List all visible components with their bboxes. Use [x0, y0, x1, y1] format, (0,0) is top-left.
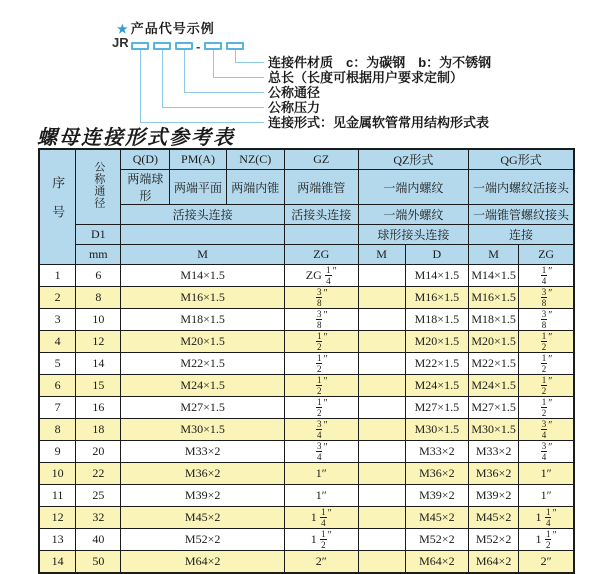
header-type-pma: 两端平面	[170, 170, 226, 205]
header-blank-gz	[284, 225, 358, 245]
cell-mm: 18	[76, 419, 121, 441]
cell-qz-d: M20×1.5	[405, 331, 468, 353]
cell-gz-zg: $\frac{3}{8}$ ″	[284, 309, 358, 331]
cell-qz-m	[358, 331, 405, 353]
header-conn-union: 活接头连接	[121, 205, 285, 225]
cell-mm: 25	[76, 485, 121, 507]
label-total-length: 总长（长度可根据用户要求定制）	[268, 70, 464, 85]
cell-mm: 8	[76, 287, 121, 309]
cell-seq: 11	[39, 485, 76, 507]
cell-qg-zg: 1″	[519, 485, 574, 507]
cell-qz-m	[358, 375, 405, 397]
cell-gz-zg: $\frac{1}{2}$ ″	[284, 331, 358, 353]
header-group-pma: PM(A)	[170, 149, 226, 170]
cell-qz-d: M22×1.5	[405, 353, 468, 375]
header-group-nzc: NZ(C)	[226, 149, 284, 170]
cell-mm: 12	[76, 331, 121, 353]
code-dash: -	[196, 39, 201, 54]
cell-seq: 12	[39, 507, 76, 529]
header-conn-qz: 一端外螺纹	[358, 205, 468, 225]
cell-qz-d: M52×2	[405, 529, 468, 551]
cell-m-thread: M27×1.5	[121, 397, 285, 419]
cell-gz-zg: $\frac{1}{2}$ ″	[284, 353, 358, 375]
connector-line-1	[140, 50, 141, 123]
cell-qg-zg: $\frac{3}{4}$ ″	[519, 441, 574, 463]
code-box-3	[175, 42, 193, 50]
cell-mm: 14	[76, 353, 121, 375]
table-row	[39, 419, 574, 441]
table-header	[39, 149, 574, 265]
header-unit-qz-d: D	[405, 245, 468, 265]
cell-m-thread: M20×1.5	[121, 331, 285, 353]
cell-mm: 32	[76, 507, 121, 529]
cell-seq: 9	[39, 441, 76, 463]
cell-m-thread: M33×2	[121, 441, 285, 463]
diagram-title	[117, 18, 215, 37]
cell-qg-m: M52×2	[469, 529, 519, 551]
cell-mm: 22	[76, 463, 121, 485]
label-nominal-pressure: 公称压力	[268, 100, 321, 115]
cell-qg-m: M14×1.5	[469, 265, 519, 287]
connector-line-4	[213, 50, 214, 78]
code-box-2	[153, 42, 171, 50]
header-row-5	[39, 245, 574, 265]
cell-qg-zg: $\frac{3}{4}$ ″	[519, 419, 574, 441]
code-box-4	[204, 42, 222, 50]
connector-line-3	[184, 50, 185, 93]
table-row	[39, 485, 574, 507]
table-row	[39, 507, 574, 529]
header-unit-qz-m: M	[358, 245, 405, 265]
cell-qg-zg: $\frac{1}{4}$ ″	[519, 265, 574, 287]
cell-qg-zg: 2″	[519, 551, 574, 574]
header-group-gz: GZ	[284, 149, 358, 170]
cell-m-thread: M52×2	[121, 529, 285, 551]
header-conn-gz: 活接头连接	[284, 205, 358, 225]
cell-seq: 4	[39, 331, 76, 353]
header-group-qg: QG形式	[469, 149, 574, 170]
cell-seq: 14	[39, 551, 76, 574]
header-d1: D1	[76, 225, 121, 245]
cell-qz-m	[358, 353, 405, 375]
cell-qg-zg: $\frac{1}{2}$ ″	[519, 353, 574, 375]
header-unit-qg-m: M	[469, 245, 519, 265]
table-row	[39, 309, 574, 331]
cell-m-thread: M18×1.5	[121, 309, 285, 331]
cell-gz-zg: 1″	[284, 485, 358, 507]
connector-line-2	[162, 50, 163, 108]
cell-gz-zg: ZG $\frac{1}{4}$ ″	[284, 265, 358, 287]
header-conn-qg: 一端锥管螺纹接头	[469, 205, 574, 225]
cell-seq: 6	[39, 375, 76, 397]
cell-qz-d: M39×2	[405, 485, 468, 507]
cell-qz-m	[358, 287, 405, 309]
cell-mm: 6	[76, 265, 121, 287]
cell-qz-m	[358, 397, 405, 419]
cell-m-thread: M22×1.5	[121, 353, 285, 375]
header-type-gz: 两端锥管	[284, 170, 358, 205]
cell-qz-d: M24×1.5	[405, 375, 468, 397]
header-unit-qg-zg: ZG	[519, 245, 574, 265]
header-row-4	[39, 225, 574, 245]
cell-qg-m: M20×1.5	[469, 331, 519, 353]
cell-qz-m	[358, 551, 405, 574]
cell-gz-zg: $\frac{1}{2}$ ″	[284, 397, 358, 419]
table-row	[39, 375, 574, 397]
cell-qg-m: M36×2	[469, 463, 519, 485]
cell-qg-zg: 1 $\frac{1}{2}$ ″	[519, 529, 574, 551]
cell-qz-m	[358, 529, 405, 551]
cell-m-thread: M39×2	[121, 485, 285, 507]
cell-qg-m: M24×1.5	[469, 375, 519, 397]
header-blank-left	[121, 225, 285, 245]
nut-connection-table	[38, 148, 575, 574]
cell-gz-zg: 2″	[284, 551, 358, 574]
header-unit-zg: ZG	[284, 245, 358, 265]
code-box-5	[226, 42, 244, 50]
diagram-title-text: 产品代号示例	[130, 21, 215, 36]
cell-mm: 20	[76, 441, 121, 463]
cell-m-thread: M16×1.5	[121, 287, 285, 309]
cell-m-thread: M14×1.5	[121, 265, 285, 287]
table-row	[39, 397, 574, 419]
table-body	[39, 265, 574, 574]
header-group-qd: Q(D)	[121, 149, 170, 170]
connector-hline-3	[184, 92, 264, 93]
label-material: 连接件材质 c：为碳钢 b：为不锈钢	[268, 55, 492, 70]
table-row	[39, 287, 574, 309]
label-connection-form: 连接形式：见金属软管常用结构形式表	[268, 115, 490, 130]
cell-qz-m	[358, 441, 405, 463]
cell-m-thread: M36×2	[121, 463, 285, 485]
cell-qz-m	[358, 309, 405, 331]
cell-seq: 10	[39, 463, 76, 485]
cell-qz-d: M45×2	[405, 507, 468, 529]
table-row	[39, 463, 574, 485]
cell-qz-m	[358, 463, 405, 485]
cell-qg-m: M27×1.5	[469, 397, 519, 419]
table-row	[39, 551, 574, 574]
cell-qg-m: M22×1.5	[469, 353, 519, 375]
cell-gz-zg: $\frac{3}{4}$ ″	[284, 419, 358, 441]
cell-gz-zg: $\frac{3}{8}$ ″	[284, 287, 358, 309]
cell-qz-m	[358, 419, 405, 441]
cell-qg-zg: $\frac{3}{8}$ ″	[519, 287, 574, 309]
cell-qg-m: M64×2	[469, 551, 519, 574]
cell-m-thread: M24×1.5	[121, 375, 285, 397]
table-row	[39, 331, 574, 353]
cell-qg-m: M45×2	[469, 507, 519, 529]
code-box-1	[131, 42, 149, 50]
table-row	[39, 441, 574, 463]
header-unit-mm: mm	[76, 245, 121, 265]
table-row	[39, 353, 574, 375]
cell-qg-zg: 1 $\frac{1}{4}$ ″	[519, 507, 574, 529]
cell-seq: 8	[39, 419, 76, 441]
cell-mm: 40	[76, 529, 121, 551]
cell-qg-m: M16×1.5	[469, 287, 519, 309]
cell-seq: 5	[39, 353, 76, 375]
header-ball-joint-conn: 球形接头连接	[358, 225, 468, 245]
cell-mm: 16	[76, 397, 121, 419]
cell-seq: 13	[39, 529, 76, 551]
cell-qz-d: M18×1.5	[405, 309, 468, 331]
star-icon: ★	[117, 22, 129, 36]
cell-gz-zg: 1 $\frac{1}{2}$ ″	[284, 529, 358, 551]
cell-qz-d: M33×2	[405, 441, 468, 463]
cell-qz-d: M16×1.5	[405, 287, 468, 309]
cell-qz-d: M27×1.5	[405, 397, 468, 419]
header-group-qz: QZ形式	[358, 149, 468, 170]
cell-qz-m	[358, 265, 405, 287]
cell-mm: 15	[76, 375, 121, 397]
cell-gz-zg: 1″	[284, 463, 358, 485]
table-row	[39, 265, 574, 287]
connector-hline-5	[235, 62, 264, 63]
cell-qg-zg: $\frac{1}{2}$ ″	[519, 375, 574, 397]
connector-hline-4	[213, 77, 264, 78]
header-type-qg: 一端内螺纹活接头	[469, 170, 574, 205]
connector-hline-2	[162, 107, 264, 108]
table-row	[39, 529, 574, 551]
cell-qz-m	[358, 485, 405, 507]
cell-mm: 50	[76, 551, 121, 574]
cell-seq: 2	[39, 287, 76, 309]
cell-qg-m: M30×1.5	[469, 419, 519, 441]
cell-qg-zg: $\frac{3}{8}$ ″	[519, 309, 574, 331]
cell-qg-m: M18×1.5	[469, 309, 519, 331]
table-title: 螺母连接形式参考表	[37, 127, 235, 149]
cell-qz-m	[358, 507, 405, 529]
cell-qg-zg: $\frac{1}{2}$ ″	[519, 397, 574, 419]
header-type-qd: 两端球形	[121, 170, 170, 205]
header-seq: 序号	[39, 149, 76, 265]
header-conn: 连接	[469, 225, 574, 245]
cell-gz-zg: $\frac{1}{2}$ ″	[284, 375, 358, 397]
cell-qz-d: M14×1.5	[405, 265, 468, 287]
header-type-qz: 一端内螺纹	[358, 170, 468, 205]
cell-seq: 1	[39, 265, 76, 287]
cell-qz-d: M30×1.5	[405, 419, 468, 441]
header-unit-m: M	[121, 245, 285, 265]
cell-qg-m: M39×2	[469, 485, 519, 507]
cell-qg-m: M33×2	[469, 441, 519, 463]
cell-qg-zg: $\frac{1}{2}$ ″	[519, 331, 574, 353]
header-nominal-diameter: 公称通径	[76, 149, 121, 225]
cell-qz-d: M36×2	[405, 463, 468, 485]
label-nominal-diameter: 公称通径	[268, 85, 321, 100]
header-row-1	[39, 149, 574, 170]
cell-seq: 3	[39, 309, 76, 331]
cell-qz-d: M64×2	[405, 551, 468, 574]
code-prefix: JR	[112, 35, 129, 50]
cell-gz-zg: $\frac{3}{4}$ ″	[284, 441, 358, 463]
header-type-nzc: 两端内锥	[226, 170, 284, 205]
cell-qg-zg: 1″	[519, 463, 574, 485]
cell-m-thread: M30×1.5	[121, 419, 285, 441]
cell-seq: 7	[39, 397, 76, 419]
diagram-labels	[268, 55, 491, 130]
cell-mm: 10	[76, 309, 121, 331]
cell-m-thread: M64×2	[121, 551, 285, 574]
cell-m-thread: M45×2	[121, 507, 285, 529]
cell-gz-zg: 1 $\frac{1}{4}$ ″	[284, 507, 358, 529]
